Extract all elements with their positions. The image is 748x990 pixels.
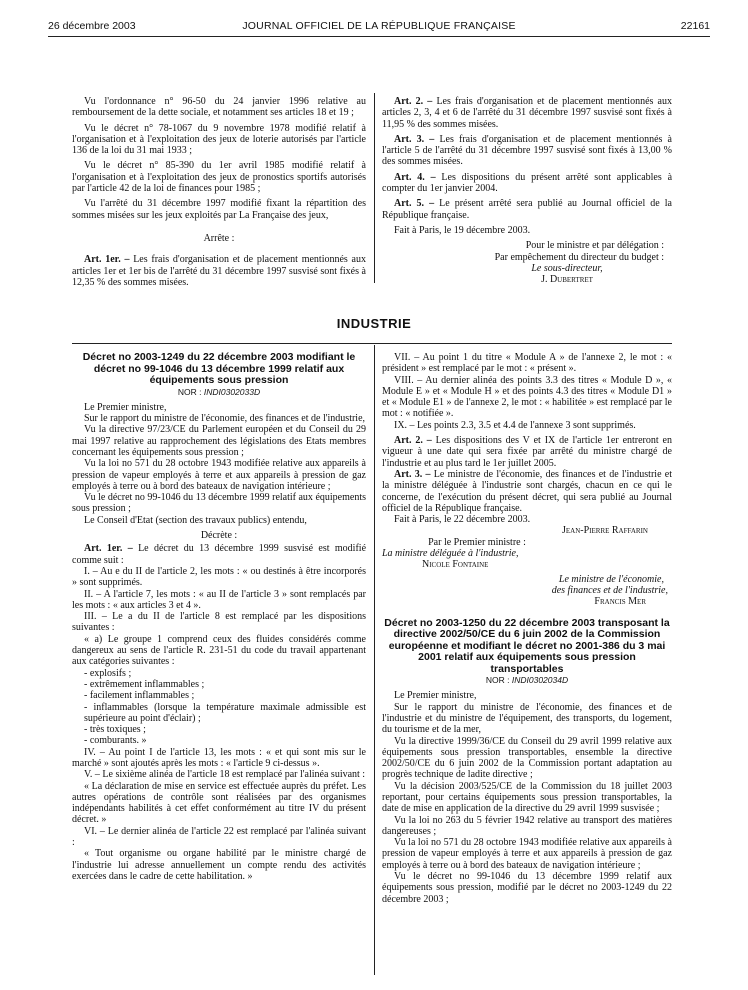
decree-paragraph: Le Conseil d'Etat (section des travaux publics) entendu,	[84, 514, 307, 526]
article-text: Les frais d'organisation et de placement mentionnés aux articles 1er et 1er bis de l'arrêté du 31 décembre 1997 susvisé sont fixés à 12,35 % des sommes misées.	[72, 254, 366, 288]
decree-point: IV. – Au point I de l'article 13, les mots : « et qui sont mis sur le marché » sont ajoutés après les mots : « l'article 9 ci-dessus ».	[72, 746, 366, 769]
decree-1-article-2	[382, 435, 672, 469]
decree-paragraph: Vu le décret no 99-1046 du 13 décembre 1999 relatif aux équipements sous pression, modifié par le décret no 2003-1249 du 22 décembre 2003 ;	[382, 871, 672, 905]
signature-role	[382, 585, 672, 596]
decree-paragraph: Vu le décret no 99-1046 du 13 décembre 1999 relatif aux équipements sous pression ;	[72, 492, 366, 515]
decree-2-nor	[382, 675, 672, 686]
article-label: Art. 1er. –	[84, 543, 133, 555]
role-text: des finances et de l'industrie,	[551, 584, 668, 596]
decree-paragraph: Sur le rapport du ministre de l'économie, des finances et de l'industrie,	[84, 413, 366, 425]
decree-point: V. – Le sixième alinéa de l'article 18 est remplacé par l'alinéa suivant :	[84, 769, 366, 781]
decree-1-article-3	[382, 469, 672, 514]
signature-line: Par empêchement du directeur du budget :	[494, 251, 664, 263]
signature-role: Le sous-directeur,	[531, 262, 603, 274]
list-item: - facilement inflammables ;	[84, 690, 195, 702]
arrete-heading: Arrête :	[203, 232, 235, 244]
decree-paragraph: Vu la directive 97/23/CE du Parlement européen et du Conseil du 29 mai 1997 relative au rapprochement des législations des Etats membres concernant les équipements sous pression ;	[72, 424, 366, 458]
role-text: La ministre déléguée à l'industrie,	[382, 548, 519, 560]
top-left-column	[72, 96, 366, 288]
article-label: Art. 3. –	[394, 468, 431, 480]
article-text: Le décret du 13 décembre 1999 susvisé est modifié comme suit :	[72, 543, 367, 566]
decree-point: « La déclaration de mise en service est effectuée auprès du préfet. Les autres opérations de contrôle sont réalisées par des organismes indépendants habilités à cet effet conformément au titre IV du présent décret. »	[72, 780, 366, 826]
column-divider	[374, 345, 375, 975]
nor-label: NOR :	[177, 386, 202, 397]
article-label: Art. 4. –	[394, 171, 436, 183]
header-page-number: 22161	[680, 20, 710, 32]
nor-value: INDI0302033D	[203, 386, 261, 397]
article-4	[382, 172, 672, 195]
decree-1-nor	[72, 387, 366, 398]
header-date: 26 décembre 2003	[48, 20, 136, 32]
article-text: Les frais d'organisation et de placement mentionnés aux articles 2, 3, 4 et 6 de l'arrêté du 31 décembre 1997 susvisé sont fixés à 11,95 % des sommes misées.	[382, 96, 672, 130]
decree-paragraph: Vu la décision 2003/525/CE de la Commission du 18 juillet 2003 reportant, pour certains équipements sous pression transportables, la date de mise en application de la directive du 29 avril 1999 susvisée ;	[382, 780, 672, 815]
article-text: Les frais d'organisation et de placement mentionnés à l'article 5 de l'arrêté du 31 décembre 1997 susvisé sont fixés à 13,00 % des sommes misées.	[382, 133, 672, 168]
decree-paragraph: Vu la directive 1999/36/CE du Conseil du 29 avril 1999 relative aux équipements sous pression transportables, ensemble la directive 2002/50/CE du 6 juin 2002 de la Commission portant adaptation au progrès technique de ladite directive ;	[382, 735, 672, 781]
section-rule	[72, 343, 672, 344]
article-label: Art. 3. –	[394, 133, 435, 145]
decree-paragraph: Sur le rapport du ministre de l'économie, des finances et de l'industrie et du ministre de l'équipement, des transports, du logement, du tourisme et de la mer,	[382, 701, 672, 736]
article-label: Art. 2. –	[394, 435, 432, 447]
article-text: Les dispositions du présent arrêté sont applicables à compter du 1er janvier 2004.	[382, 171, 673, 195]
top-right-column	[382, 96, 672, 285]
article-label: Art. 1er. –	[84, 254, 130, 266]
decree-paragraph: Vu la loi no 263 du 5 février 1942 relative au transport des matières dangereuses ;	[382, 814, 672, 837]
article-label: Art. 2. –	[394, 96, 433, 107]
decree-paragraph: Vu la loi no 571 du 28 octobre 1943 modifiée relative aux appareils à pression de vapeur employés à terre et aux appareils à pression de gaz employés à terre ou à bord des bateaux de navigation intérieure ;	[72, 458, 366, 492]
decree-1-continuation-column	[382, 352, 672, 905]
list-item: - inflammables (lorsque la température maximale admissible est supérieure au point d'éclair) ;	[84, 701, 366, 724]
role-text: Le ministre de l'économie,	[558, 573, 664, 585]
decree-point: II. – A l'article 7, les mots : « au II de l'article 3 » sont remplacés par les mots : « aux articles 3 et 4 ».	[72, 588, 366, 611]
signature-line: Pour le ministre et par délégation :	[525, 240, 664, 252]
list-item: - comburants. »	[84, 735, 147, 747]
header-journal-title: JOURNAL OFFICIEL DE LA RÉPUBLIQUE FRANÇAISE	[242, 20, 516, 32]
article-2	[382, 96, 672, 130]
article-text: Les dispositions des V et IX de l'article 1er entreront en vigueur à une date qui sera fixée par arrêté du ministre chargé de l'industrie et au plus tard le 1er juillet 2005.	[382, 435, 672, 469]
signature-role	[382, 548, 672, 559]
decree-1-title: Décret no 2003-1249 du 22 décembre 2003 modifiant le décret no 99-1046 du 13 décembre 1999 relatif aux équipements sous pression	[82, 351, 356, 386]
signature-role	[382, 574, 672, 585]
list-item: - extrêmement inflammables ;	[84, 678, 205, 690]
signature-name: J. Dubertret	[541, 274, 593, 286]
article-text: Le présent arrêté sera publié au Journal officiel de la République française.	[382, 198, 672, 221]
decree-point: « a) Le groupe 1 comprend ceux des fluides considérés comme dangereux au sens de l'article R. 231-51 du code du travail appartenant aux catégories suivantes :	[72, 633, 366, 668]
article-text: Le ministre de l'économie, des finances et de l'industrie et la ministre déléguée à l'industrie sont chargés, chacun en ce qui le concerne, de l'exécution du présent décret, qui sera publié au Journal officiel de la République française.	[382, 468, 672, 514]
visa-paragraph: Vu le décret n° 85-390 du 1er avril 1985 modifié relatif à l'organisation et à l'exploitation des jeux de pronostics sportifs autorisés par l'article 42 de la loi de finances pour 1985 ;	[72, 160, 366, 195]
decrete-heading: Décrète :	[200, 530, 238, 542]
article-1	[72, 254, 366, 288]
signature-line: Par le Premier ministre :	[428, 536, 526, 548]
column-divider	[374, 93, 375, 283]
decree-paragraph: Vu la loi no 571 du 28 octobre 1943 modifiée relative aux appareils à pression de vapeur employés à terre et aux appareils à pression de gaz employés à terre ou à bord des bateaux de navigation intérieure ;	[382, 837, 672, 871]
decree-point: VII. – Au point 1 du titre « Module A » de l'annexe 2, le mot : « président » est remplacé par le mot : « présent ».	[382, 352, 672, 375]
decree-1-column	[72, 352, 366, 882]
visa-paragraph: Vu l'ordonnance n° 96-50 du 24 janvier 1996 relative au remboursement de la dette sociale, et notamment ses articles 18 et 19 ;	[72, 96, 366, 119]
decree-point: « Tout organisme ou organe habilité par le ministre chargé de l'industrie lui adresse annuellement un compte rendu des activités exercées dans le cadre de cette habilitation. »	[72, 848, 366, 882]
nor-label: NOR :	[485, 675, 510, 686]
signature-name: Nicole Fontaine	[422, 559, 489, 571]
section-title: INDUSTRIE	[336, 316, 412, 331]
nor-value: INDI0302034D	[511, 675, 569, 686]
decree-point: I. – Au e du II de l'article 2, les mots : « ou destinés à être incorporés » sont supprimés.	[72, 565, 366, 589]
article-5	[382, 198, 672, 221]
article-3	[382, 134, 672, 168]
decree-2-title: Décret no 2003-1250 du 22 décembre 2003 transposant la directive 2002/50/CE du 6 juin 2002 de la Commission européenne et modifiant le décret no 2001-386 du 3 mai 2001 relatif aux équipements sous pression transportables	[384, 616, 670, 675]
list-item: - explosifs ;	[84, 667, 132, 679]
decree-point: VIII. – Au dernier alinéa des points 3.3 des titres « Module D », « Module E » et « Module H » et des points 4.3 des titres « Module D1 » et « Module E1 » de l'annexe 2, le mot : « habilitée » est remplacé par le mot : « notifiée ».	[382, 374, 672, 420]
visa-paragraph: Vu l'arrêté du 31 décembre 1997 modifié fixant la répartition des sommes misées sur les jeux exploités par La Française des jeux,	[72, 198, 366, 221]
decree-paragraph: Le Premier ministre,	[84, 401, 167, 413]
decree-point: III. – Le a du II de l'article 8 est remplacé par les dispositions suivantes :	[72, 611, 366, 634]
article-label: Art. 5. –	[394, 198, 435, 210]
signature-title	[382, 263, 672, 274]
page-header	[48, 20, 710, 37]
decree-point: VI. – Le dernier alinéa de l'article 22 est remplacé par l'alinéa suivant :	[72, 825, 366, 849]
decree-point: IX. – Les points 2.3, 3.5 et 4.4 de l'annexe 3 sont supprimés.	[394, 419, 636, 431]
fait-line: Fait à Paris, le 19 décembre 2003.	[394, 224, 531, 236]
visa-paragraph: Vu le décret n° 78-1067 du 9 novembre 1978 modifié relatif à l'organisation et à l'exploitation des jeux de loterie autorisés par l'article 136 de la loi du 31 mai 1933 ;	[72, 122, 366, 157]
signature-name: Jean-Pierre Raffarin	[562, 525, 648, 537]
decree-1-article-1	[72, 543, 366, 566]
list-item: - très toxiques ;	[84, 724, 146, 736]
decree-paragraph: Le Premier ministre,	[394, 690, 477, 702]
signature-name: Francis Mer	[594, 596, 646, 608]
fait-line: Fait à Paris, le 22 décembre 2003.	[394, 514, 531, 526]
